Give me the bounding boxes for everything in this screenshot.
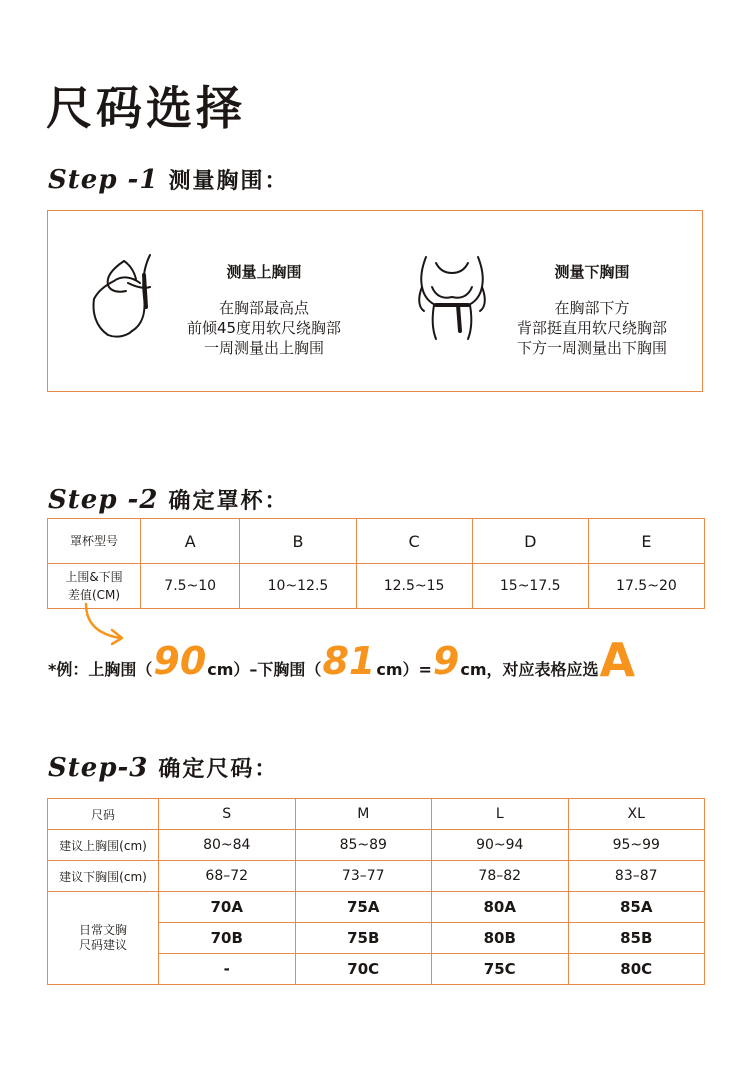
- table-row: [48, 519, 705, 564]
- daily-size-cell: 80C: [568, 954, 705, 985]
- example-diff-value: 9: [432, 639, 460, 683]
- step2-label: Step -2: [48, 485, 159, 515]
- daily-size-cell: 75C: [432, 954, 569, 985]
- size-table: [47, 798, 705, 985]
- table-row: [48, 892, 705, 923]
- daily-bra-label: [48, 892, 159, 985]
- example-prefix: *例：上胸围（: [48, 660, 153, 679]
- example-line: [48, 633, 636, 687]
- lower-bust-illustration-icon: [412, 247, 492, 343]
- upper-bust-cell: 80~84: [159, 830, 296, 861]
- step3-title: 确定尺码：: [158, 757, 279, 782]
- example-mid-2: cm）=: [376, 660, 432, 679]
- size-header: S: [159, 799, 296, 830]
- measure-upper-text: [158, 261, 370, 358]
- step1-title: 测量胸围：: [168, 169, 289, 194]
- cup-table: [47, 518, 705, 609]
- diff-label-line-1: 上围&下围: [65, 570, 123, 584]
- upper-line-3: 一周测量出上胸围: [203, 339, 324, 357]
- upper-bust-illustration-icon: [84, 247, 164, 343]
- measure-upper: [48, 211, 376, 391]
- lower-bust-cell: 83–87: [568, 861, 705, 892]
- example-mid-1: cm）–下胸围（: [207, 660, 322, 679]
- size-header: L: [432, 799, 569, 830]
- diff-label-line-2: 差值(CM): [67, 588, 121, 602]
- upper-bust-cell: 85~89: [295, 830, 432, 861]
- lower-line-2: 背部挺直用软尺绕胸部: [516, 319, 667, 337]
- diff-cell: 7.5~10: [141, 564, 240, 609]
- daily-size-cell: -: [159, 954, 296, 985]
- example-lower-value: 81: [322, 639, 376, 683]
- step2-heading: [48, 484, 288, 515]
- measure-lower-text: [486, 261, 698, 358]
- table-row: [48, 861, 705, 892]
- step2-title: 确定罩杯：: [168, 489, 289, 514]
- lower-bust-label: 建议下胸围(cm): [48, 861, 159, 892]
- diff-cell: 17.5~20: [588, 564, 704, 609]
- daily-size-cell: 70A: [159, 892, 296, 923]
- table-row: [48, 799, 705, 830]
- daily-size-cell: 80B: [432, 923, 569, 954]
- diff-cell: 12.5~15: [356, 564, 472, 609]
- measure-lower: [376, 211, 704, 391]
- step3-label: Step-3: [48, 753, 149, 783]
- page-title: 尺码选择: [46, 81, 246, 135]
- step1-label: Step -1: [48, 165, 159, 195]
- example-upper-value: 90: [153, 639, 207, 683]
- size-header: XL: [568, 799, 705, 830]
- table-row: [48, 564, 705, 609]
- upper-head: 测量上胸围: [226, 263, 302, 281]
- daily-size-cell: 80A: [432, 892, 569, 923]
- diff-cell: 10~12.5: [240, 564, 356, 609]
- upper-bust-cell: 90~94: [432, 830, 569, 861]
- cup-header: B: [240, 519, 356, 564]
- daily-size-cell: 85A: [568, 892, 705, 923]
- cup-type-label: 罩杯型号: [48, 519, 141, 564]
- cup-header: E: [588, 519, 704, 564]
- upper-bust-label: 建议上胸围(cm): [48, 830, 159, 861]
- size-header: M: [295, 799, 432, 830]
- diff-cell: 15~17.5: [472, 564, 588, 609]
- upper-line-2: 前倾45度用软尺绕胸部: [186, 319, 342, 337]
- upper-bust-cell: 95~99: [568, 830, 705, 861]
- upper-line-1: 在胸部最高点: [218, 299, 309, 317]
- daily-size-cell: 70C: [295, 954, 432, 985]
- step1-heading: [48, 164, 288, 195]
- cup-header: D: [472, 519, 588, 564]
- cup-header: C: [356, 519, 472, 564]
- lower-bust-cell: 78–82: [432, 861, 569, 892]
- daily-size-cell: 70B: [159, 923, 296, 954]
- lower-line-3: 下方一周测量出下胸围: [516, 339, 667, 357]
- example-answer: A: [599, 633, 636, 687]
- measure-box: [47, 210, 703, 392]
- step3-heading: [48, 752, 278, 783]
- example-mid-3: cm，对应表格应选: [460, 660, 599, 679]
- daily-bra-label-line-1: 日常文胸: [78, 923, 127, 937]
- daily-size-cell: 75B: [295, 923, 432, 954]
- size-header-label: 尺码: [48, 799, 159, 830]
- daily-size-cell: 75A: [295, 892, 432, 923]
- lower-head: 测量下胸围: [554, 263, 630, 281]
- daily-bra-label-line-2: 尺码建议: [78, 938, 127, 952]
- lower-bust-cell: 73–77: [295, 861, 432, 892]
- lower-bust-cell: 68–72: [159, 861, 296, 892]
- daily-size-cell: 85B: [568, 923, 705, 954]
- lower-line-1: 在胸部下方: [554, 299, 630, 317]
- cup-header: A: [141, 519, 240, 564]
- table-row: [48, 830, 705, 861]
